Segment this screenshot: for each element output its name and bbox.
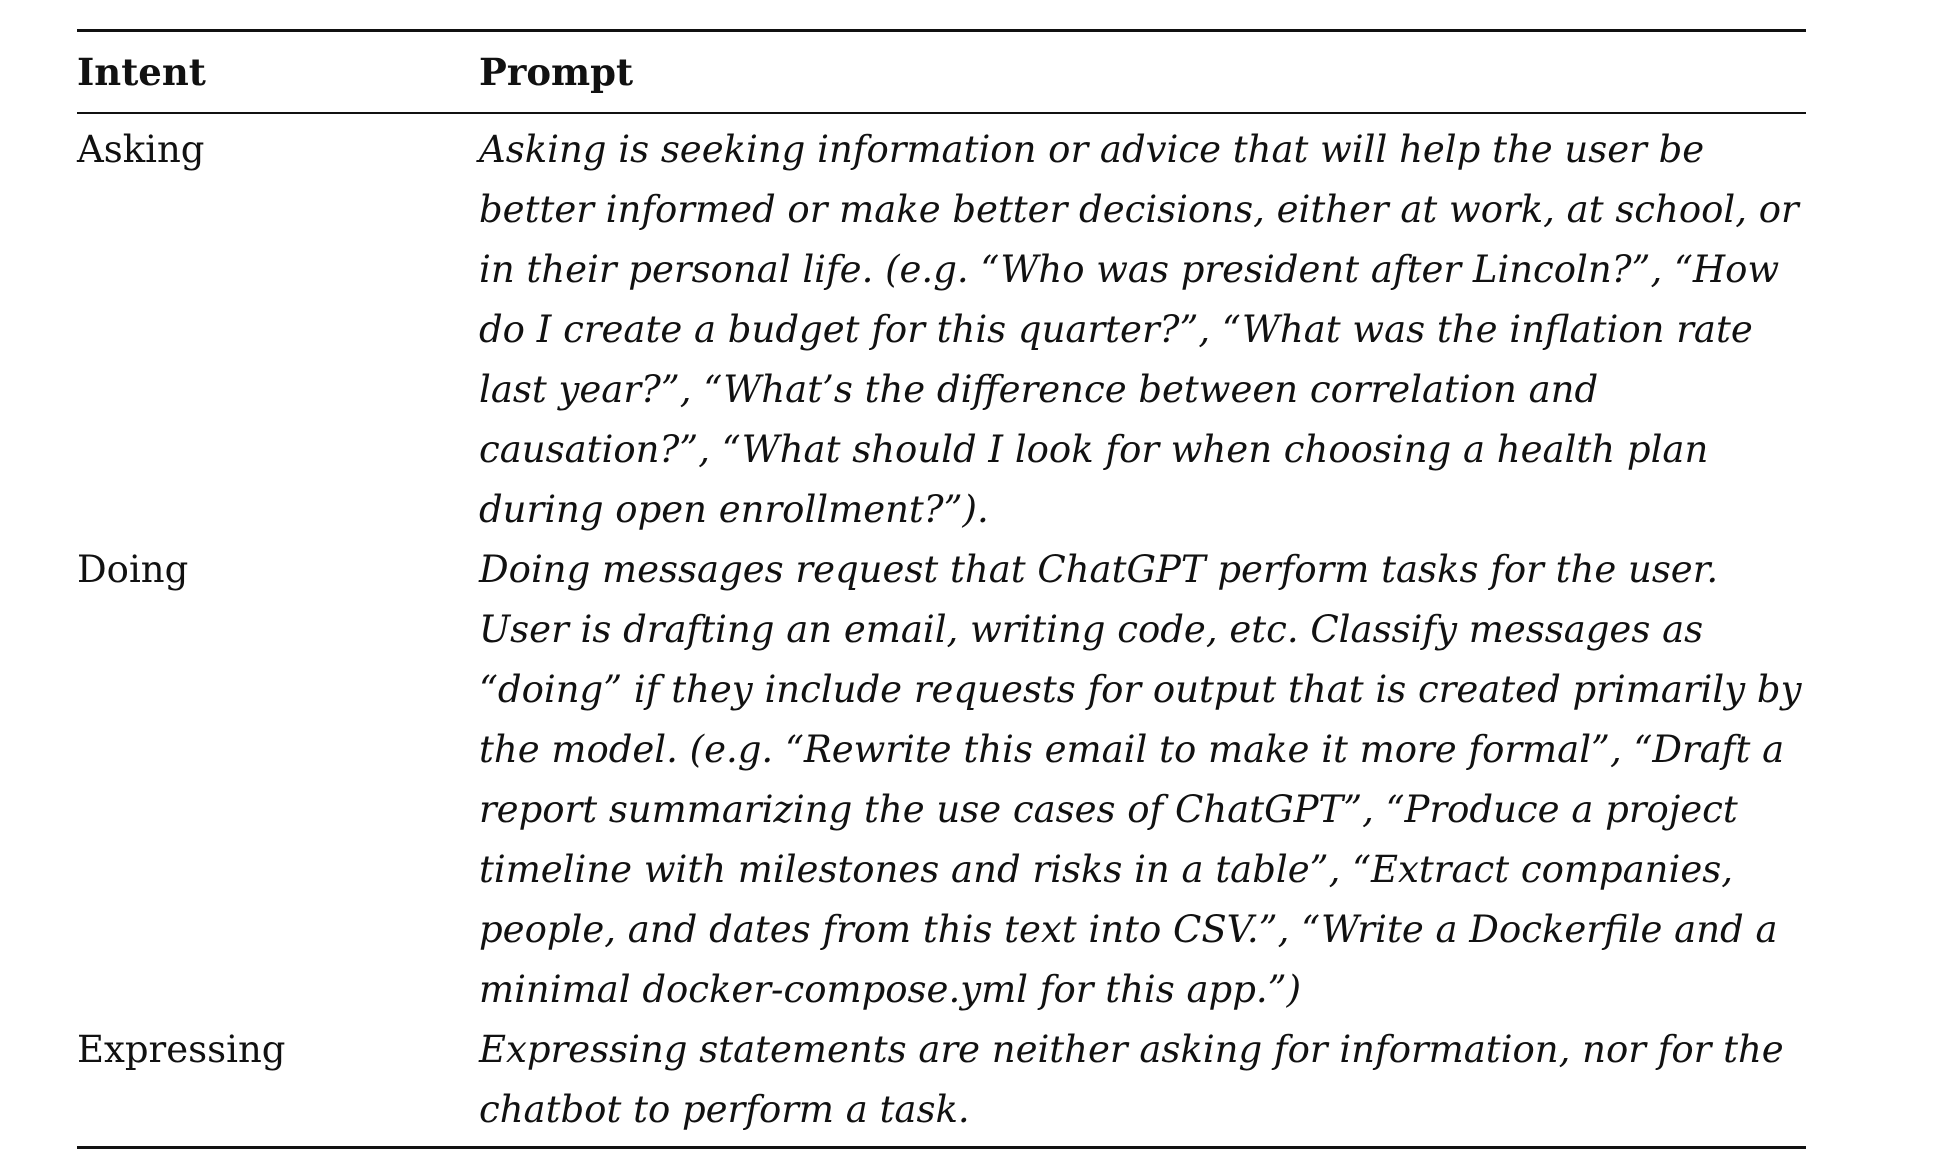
header-intent: Intent	[77, 50, 206, 94]
table-row-doing	[77, 540, 1806, 1020]
intent-cell-asking: Asking	[77, 128, 205, 171]
table-row-expressing	[77, 1020, 1806, 1140]
intent-cell-expressing: Expressing	[77, 1028, 286, 1071]
header-prompt: Prompt	[479, 50, 634, 94]
prompt-cell-doing: Doing messages request that ChatGPT perform tasks for the user. User is drafting an email, writing code, etc. Classify messages as “doing” if they include requests for output that is created primarily by the model. (e.g. “Rewrite this email to make it more formal”, “Draft a report summarizing the use cases of ChatGPT”, “Produce a project timeline with milestones and risks in a table”, “Extract companies, people, and dates from this text into CSV.”, “Write a Dockerfile and a minimal docker-compose.yml for this app.”)	[479, 548, 1802, 1011]
table-header-row	[77, 32, 1806, 112]
table-body	[77, 114, 1806, 1146]
prompt-cell-expressing: Expressing statements are neither asking for information, nor for the chatbot to perform a task.	[479, 1028, 1784, 1131]
intent-prompt-table	[77, 29, 1806, 1149]
table-row-asking	[77, 120, 1806, 540]
intent-cell-doing: Doing	[77, 548, 189, 591]
prompt-cell-asking: Asking is seeking information or advice that will help the user be better informed or make better decisions, either at work, at school, or in their personal life. (e.g. “Who was president after Lincoln?”, “How do I create a budget for this quarter?”, “What was the inflation rate last year?”, “What’s the difference between correlation and causation?”, “What should I look for when choosing a health plan during open enrollment?”).	[479, 128, 1799, 531]
